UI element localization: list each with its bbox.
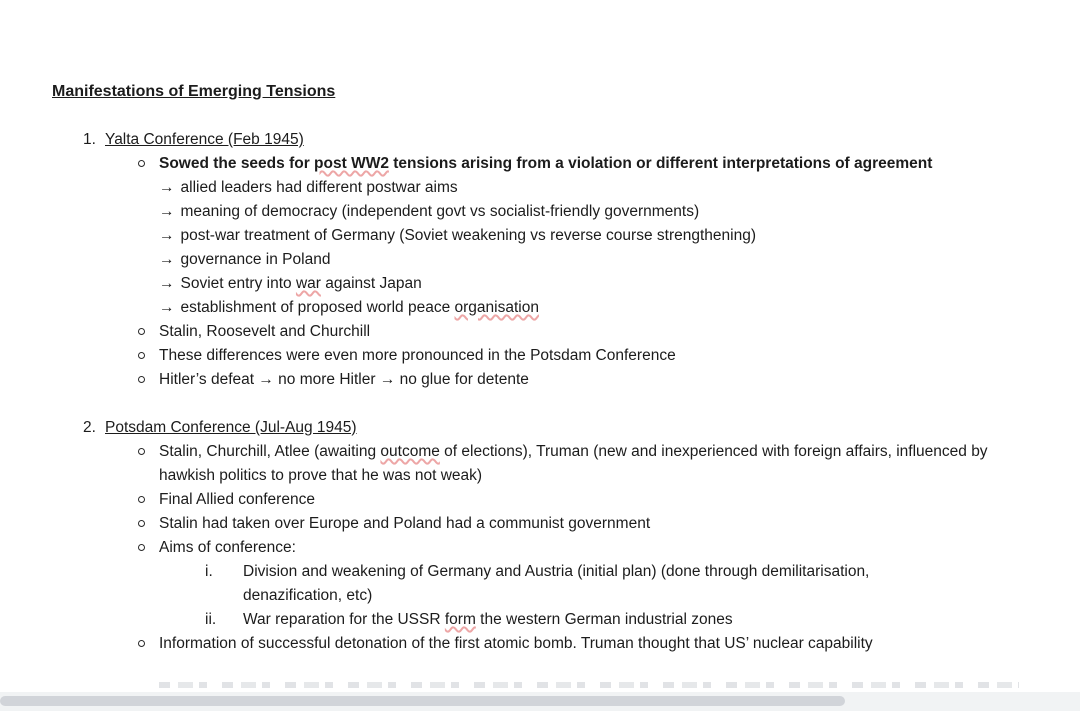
text-segment: tensions arising from a violation or different interpretations of agreement — [388, 155, 933, 172]
arrow-icon: → — [159, 227, 175, 244]
bullet-icon — [138, 536, 159, 551]
bullet-text: Final Allied conference — [159, 491, 315, 508]
list-item — [0, 440, 1080, 488]
list-item — [0, 200, 1080, 224]
bullet-icon — [138, 440, 159, 455]
misspelled-word: organisation — [454, 299, 539, 316]
text-segment: the western German industrial zones — [475, 611, 733, 628]
list-item — [0, 152, 1080, 176]
text-segment: War reparation for the USSR — [243, 611, 445, 628]
bullet-icon — [138, 152, 159, 167]
potsdam-heading: Potsdam Conference (Jul-Aug 1945) — [105, 419, 357, 436]
list-item — [0, 296, 1080, 320]
bullet-text: Hitler’s defeat → no more Hitler → no glue for detente — [159, 371, 529, 388]
list-item — [0, 176, 1080, 200]
misspelled-word: post WW2 — [314, 155, 389, 172]
list-item — [0, 248, 1080, 272]
arrow-text — [181, 272, 1080, 296]
text-segment: of elections), Truman (new and inexperienced with foreign affairs, influenced by hawkish politics to prove that he was not weak) — [159, 443, 988, 484]
bullet-text: Stalin, Roosevelt and Churchill — [159, 323, 371, 340]
list-item — [0, 488, 1080, 512]
arrow-icon: → — [159, 203, 175, 220]
yalta-heading: Yalta Conference (Feb 1945) — [105, 131, 304, 148]
list-item — [0, 608, 1080, 632]
list-item — [0, 272, 1080, 296]
arrow-icon: → — [159, 275, 175, 292]
misspelled-word: form — [444, 611, 476, 628]
bullet-text: Aims of conference: — [159, 539, 296, 556]
bullet-icon — [138, 368, 159, 383]
section-spacer — [0, 392, 1080, 416]
page-title: Manifestations of Emerging Tensions — [52, 83, 336, 100]
roman-numeral: i. — [205, 563, 213, 580]
scrollbar-thumb[interactable] — [0, 696, 845, 706]
bullet-text: Stalin had taken over Europe and Poland had a communist government — [159, 515, 651, 532]
text-segment: Stalin, Churchill, Atlee (awaiting — [159, 443, 381, 460]
roman-numeral: ii. — [205, 611, 217, 628]
bullet-icon — [138, 344, 159, 359]
roman-text — [243, 608, 955, 632]
text-segment: establishment of proposed world peace — [180, 299, 455, 316]
arrow-text — [181, 296, 1080, 320]
arrow-text: allied leaders had different postwar aims — [180, 179, 458, 196]
list-number: 2. — [83, 419, 96, 436]
list-item — [0, 536, 1080, 560]
arrow-text: meaning of democracy (independent govt vs socialist-friendly governments) — [180, 203, 700, 220]
bullet-icon — [138, 488, 159, 503]
arrow-text: post-war treatment of Germany (Soviet weakening vs reverse course strengthening) — [180, 227, 756, 244]
roman-text: Division and weakening of Germany and Austria (initial plan) (done through demilitarisation, denazification, etc) — [243, 563, 870, 604]
bullet-icon — [138, 632, 159, 647]
bullet-text: Information of successful detonation of the first atomic bomb. Truman thought that US’ nuclear capability — [159, 635, 873, 652]
arrow-icon: → — [159, 299, 175, 316]
list-item — [0, 632, 1080, 656]
horizontal-scrollbar[interactable] — [0, 692, 1080, 711]
yalta-seeds-text — [159, 152, 959, 176]
list-item — [0, 560, 1080, 608]
list-number: 1. — [83, 131, 96, 148]
bullet-text: These differences were even more pronounced in the Potsdam Conference — [159, 347, 676, 364]
list-item — [0, 512, 1080, 536]
list-item-yalta-heading — [0, 128, 1080, 152]
text-segment: against Japan — [320, 275, 422, 292]
text-segment: Soviet entry into — [180, 275, 296, 292]
list-item — [0, 320, 1080, 344]
arrow-text: governance in Poland — [180, 251, 331, 268]
text-segment: Sowed the seeds for — [159, 155, 315, 172]
list-item — [0, 344, 1080, 368]
list-item — [0, 368, 1080, 392]
bullet-text — [159, 440, 1007, 488]
misspelled-word: outcome — [380, 443, 440, 460]
bullet-icon — [138, 512, 159, 527]
clipped-text-line — [159, 682, 1019, 688]
list-item — [0, 224, 1080, 248]
list-item-potsdam-heading — [0, 416, 1080, 440]
misspelled-word: war — [295, 275, 321, 292]
arrow-icon: → — [159, 179, 175, 196]
bullet-icon — [138, 320, 159, 335]
arrow-icon: → — [159, 251, 175, 268]
